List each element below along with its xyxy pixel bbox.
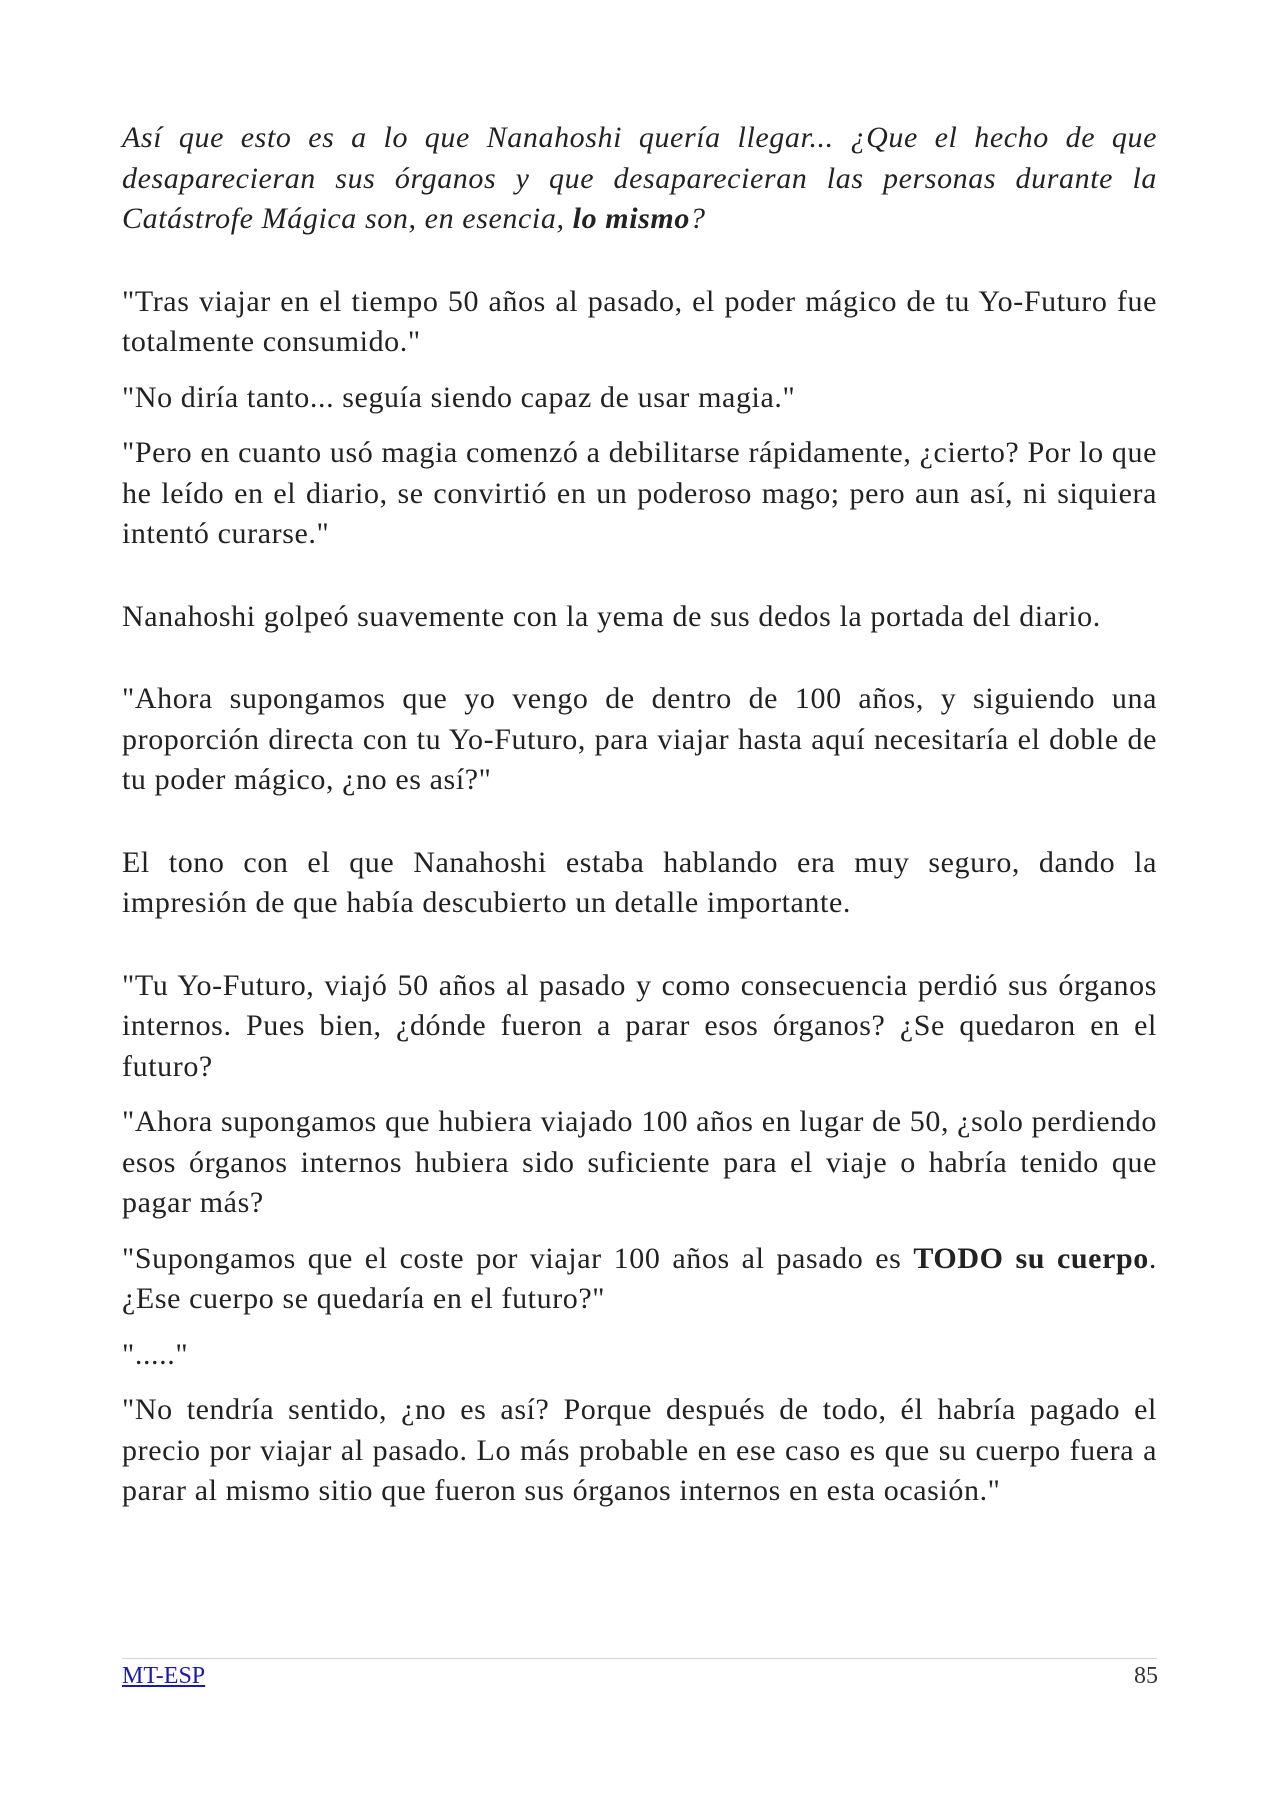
paragraph-5: Nanahoshi golpeó suavemente con la yema de sus dedos la portada del diario. — [122, 599, 1101, 633]
paragraph-1-bold: lo mismo — [572, 202, 690, 235]
page-body — [122, 118, 1157, 1512]
paragraph-1-end: ? — [689, 202, 706, 235]
paragraph-8: "Tu Yo-Futuro, viajó 50 años al pasado y como consecuencia perdió sus órganos internos. Pues bien, ¿dónde fueron a parar esos órganos? ¿Se quedaron en el futuro? — [122, 968, 1157, 1083]
paragraph-10-text: "Supongamos que el coste por viajar 100 años al pasado es — [122, 1241, 914, 1275]
page-number: 85 — [1134, 1663, 1158, 1689]
paragraph-11: "....." — [122, 1337, 189, 1371]
footer-divider — [122, 1658, 1157, 1659]
footer-link[interactable]: MT-ESP — [122, 1663, 206, 1689]
paragraph-9: "Ahora supongamos que hubiera viajado 100 años en lugar de 50, ¿solo perdiendo esos órganos internos hubiera sido suficiente para el viaje o habría tenido que pagar más? — [122, 1105, 1157, 1219]
paragraph-4: "Pero en cuanto usó magia comenzó a debilitarse rápidamente, ¿cierto? Por lo que he leído en el diario, se convirtió en un poderoso mago; pero aun así, ni siquiera intentó curarse." — [122, 436, 1157, 550]
paragraph-10-end: . ¿Ese cuerpo se quedaría en el futuro?" — [122, 1241, 1157, 1315]
paragraph-12: "No tendría sentido, ¿no es así? Porque después de todo, él habría pagado el precio por viajar al pasado. Lo más probable en ese caso es que su cuerpo fuera a parar al mismo sitio que fueron sus órganos internos en esta ocasión." — [122, 1393, 1157, 1507]
paragraph-2: "Tras viajar en el tiempo 50 años al pasado, el poder mágico de tu Yo-Futuro fue totalmente consumido." — [122, 284, 1157, 358]
paragraph-1 — [122, 118, 1157, 240]
paragraph-1-text: Así que esto es a lo que Nanahoshi quería llegar... ¿Que el hecho de que desaparecieran sus órganos y que desaparecieran las personas durante la Catástrofe Mágica son, en esencia, — [122, 121, 1157, 235]
paragraph-7: El tono con el que Nanahoshi estaba hablando era muy seguro, dando la impresión de que había descubierto un detalle importante. — [122, 845, 1157, 919]
paragraph-10 — [122, 1239, 1157, 1320]
paragraph-6: "Ahora supongamos que yo vengo de dentro de 100 años, y siguiendo una proporción directa con tu Yo-Futuro, para viajar hasta aquí necesitaría el doble de tu poder mágico, ¿no es así?" — [122, 682, 1157, 796]
paragraph-10-bold: TODO su cuerpo — [913, 1241, 1149, 1275]
paragraph-3: "No diría tanto... seguía siendo capaz de usar magia." — [122, 380, 796, 414]
